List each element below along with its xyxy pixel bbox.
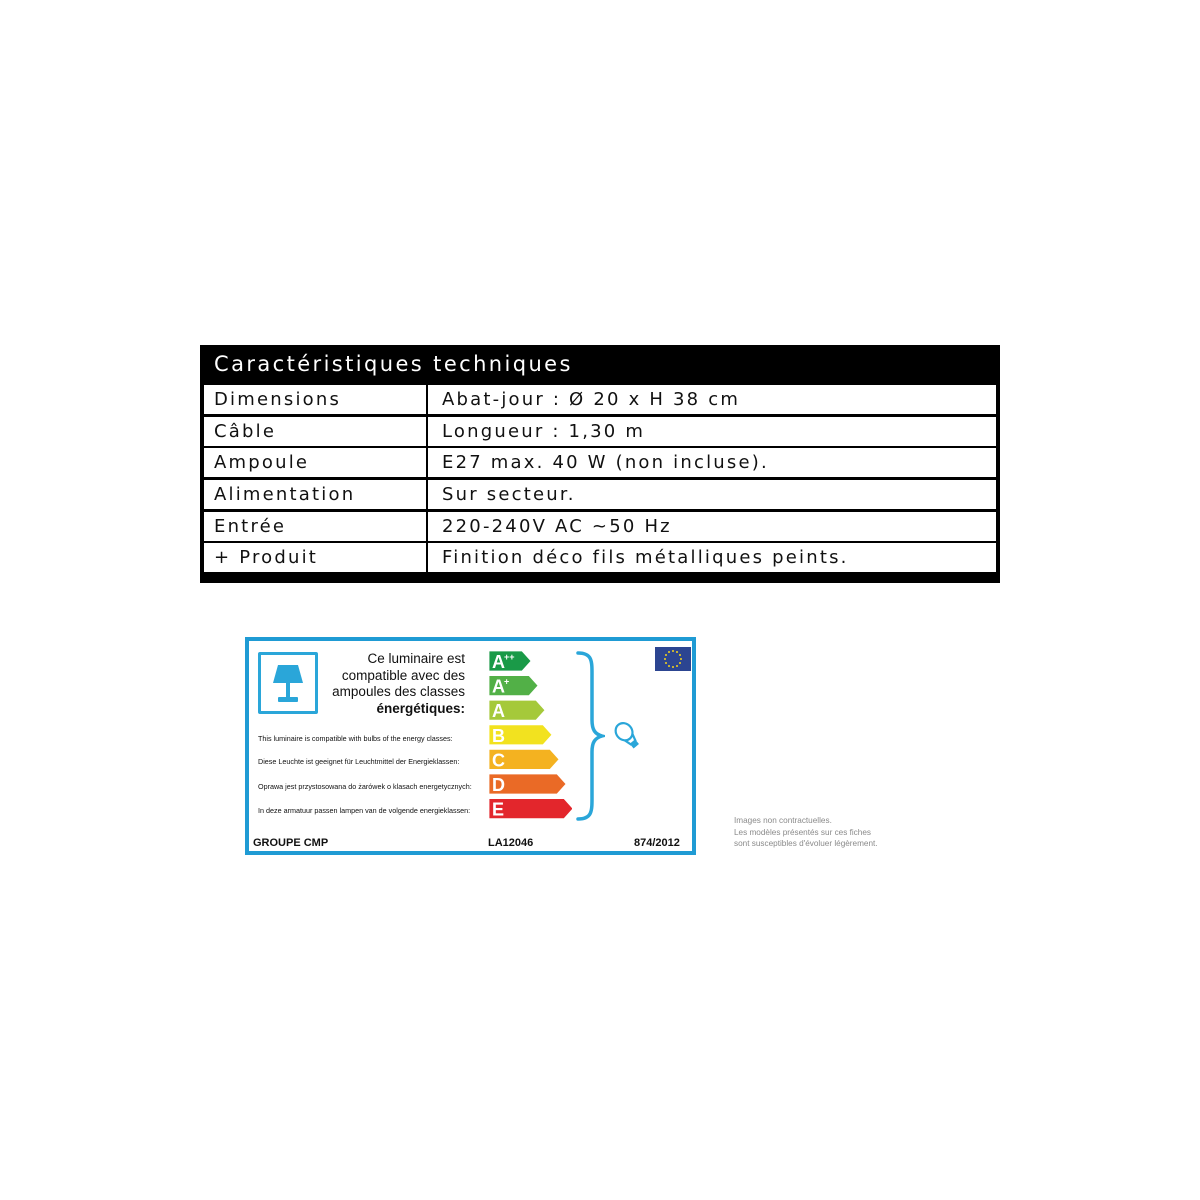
compatibility-text-en: This luminaire is compatible with bulbs of the energy classes: <box>258 734 453 743</box>
spec-value: Finition déco fils métalliques peints. <box>428 543 996 572</box>
brace-icon <box>575 650 605 822</box>
fr-line: compatible avec des <box>341 667 465 683</box>
eu-flag-icon <box>655 647 691 671</box>
spec-key: Câble <box>204 417 426 446</box>
energy-class-letter: E <box>492 799 505 820</box>
disclaimer-line: Images non contractuelles. <box>734 816 832 825</box>
spec-value: Longueur : 1,30 m <box>428 417 996 446</box>
energy-label <box>245 637 696 855</box>
spec-value: Sur secteur. <box>428 480 996 509</box>
spec-key: Alimentation <box>204 480 426 509</box>
energy-class-letter: C <box>492 750 505 771</box>
disclaimer-line: sont susceptibles d'évoluer légèrement. <box>734 839 878 848</box>
fr-line: Ce luminaire est <box>367 651 465 666</box>
fr-line: énergétiques: <box>376 700 465 716</box>
spec-key: + Produit <box>204 543 426 572</box>
table-row <box>204 415 996 447</box>
spec-value: 220-240V AC ~50 Hz <box>428 512 996 541</box>
energy-class-letter: A <box>492 701 505 722</box>
energy-class-superscript: + <box>504 676 510 687</box>
energy-class-arrow <box>489 651 531 672</box>
energy-class-letter: A <box>492 676 505 697</box>
spec-value: Abat-jour : Ø 20 x H 38 cm <box>428 385 996 414</box>
compatibility-text-fr <box>325 651 465 717</box>
energy-class-letter: A <box>492 652 505 672</box>
spec-key: Entrée <box>204 512 426 541</box>
spec-value: E27 max. 40 W (non incluse). <box>428 448 996 477</box>
spec-key: Ampoule <box>204 448 426 477</box>
disclaimer <box>734 815 878 850</box>
energy-class-arrows <box>488 650 572 828</box>
energy-class-arrow <box>489 799 572 820</box>
energy-class-arrow <box>489 676 538 697</box>
fr-line: ampoules des classes <box>332 684 465 699</box>
regulation-number: 874/2012 <box>634 837 680 849</box>
table-row <box>204 446 996 478</box>
energy-class-arrow <box>489 725 552 746</box>
bulb-icon <box>611 720 645 756</box>
energy-class-arrow <box>489 774 566 795</box>
spec-key: Dimensions <box>204 385 426 414</box>
compatibility-text-nl: In deze armatuur passen lampen van de volgende energieklassen: <box>258 806 471 815</box>
model-number: LA12046 <box>488 837 534 849</box>
table-lamp-icon <box>258 652 318 714</box>
table-row <box>204 478 996 510</box>
compatibility-text-de: Diese Leuchte ist geeignet für Leuchtmittel der Energieklassen: <box>258 757 460 766</box>
energy-class-letter: B <box>492 725 505 746</box>
energy-class-superscript: ++ <box>504 652 515 662</box>
table-row <box>204 541 996 573</box>
disclaimer-line: Les modèles présentés sur ces fiches <box>734 827 871 837</box>
supplier-name: GROUPE CMP <box>253 837 329 849</box>
spec-table-title: Caractéristiques techniques <box>214 352 573 376</box>
table-row <box>204 383 996 415</box>
compatibility-text-pl: Oprawa jest przystosowana do żarówek o klasach energetycznych: <box>258 782 472 791</box>
energy-class-arrow <box>489 700 545 721</box>
spec-table-body <box>204 383 996 573</box>
table-row <box>204 510 996 542</box>
energy-class-arrow <box>489 749 559 770</box>
energy-class-letter: D <box>492 775 505 795</box>
spec-table <box>200 345 1000 583</box>
